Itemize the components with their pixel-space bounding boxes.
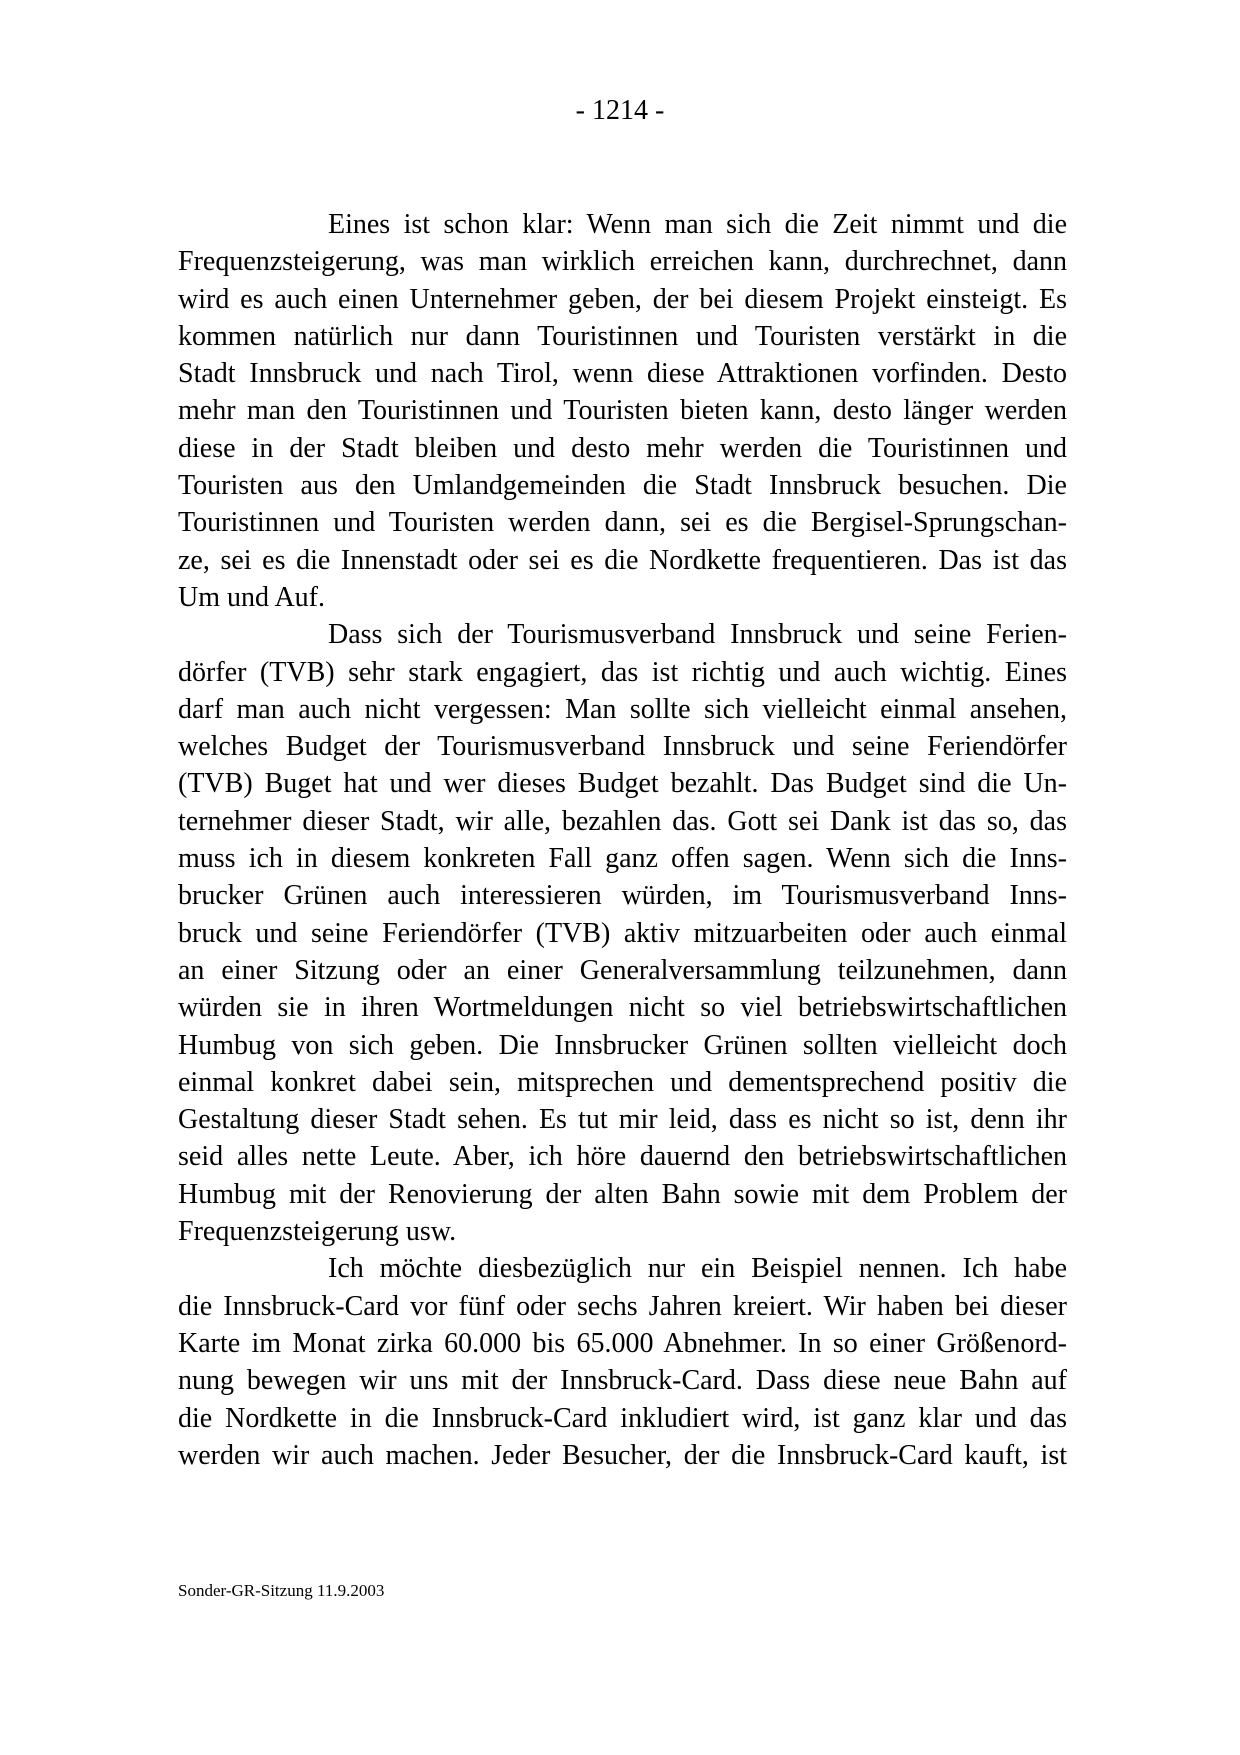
text-line: würden sie in ihren Wortmeldungen nicht so viel betriebswirtschaftlichen [178,992,1067,1024]
text-line: seid alles nette Leute. Aber, ich höre dauernd den betriebswirtschaftlichen [178,1141,1067,1173]
text-line: Frequenzsteigerung, was man wirklich erreichen kann, durchrechnet, dann [178,246,1067,278]
text-line: mehr man den Touristinnen und Touristen bieten kann, desto länger werden [178,395,1067,427]
text-line: Ich möchte diesbezüglich nur ein Beispiel nennen. Ich habe [328,1253,1067,1285]
text-line: Humbug von sich geben. Die Innsbrucker Grünen sollten vielleicht doch [178,1029,1067,1061]
text-line: welches Budget der Tourismusverband Innsbruck und seine Feriendörfer [178,731,1067,763]
text-line: Humbug mit der Renovierung der alten Bahn sowie mit dem Problem der [178,1178,1067,1210]
paragraph [178,616,1067,1250]
text-line: diese in der Stadt bleiben und desto mehr werden die Touristinnen und [178,432,1067,464]
footer-session-label: Sonder-GR-Sitzung 11.9.2003 [178,1581,385,1600]
text-line: bruck und seine Feriendörfer (TVB) aktiv mitzuarbeiten oder auch einmal [178,917,1067,949]
text-line: nung bewegen wir uns mit der Innsbruck-Card. Dass diese neue Bahn auf [178,1365,1067,1397]
text-line: die Innsbruck-Card vor fünf oder sechs Jahren kreiert. Wir haben bei dieser [178,1290,1067,1322]
text-line: dörfer (TVB) sehr stark engagiert, das ist richtig und auch wichtig. Eines [178,656,1067,688]
text-line: muss ich in diesem konkreten Fall ganz offen sagen. Wenn sich die Inns- [178,843,1067,875]
text-line: (TVB) Buget hat und wer dieses Budget bezahlt. Das Budget sind die Un- [178,768,1067,800]
text-line: an einer Sitzung oder an einer Generalversammlung teilzunehmen, dann [178,954,1067,986]
text-line: Dass sich der Tourismusverband Innsbruck und seine Ferien- [328,619,1067,651]
text-line: Eines ist schon klar: Wenn man sich die Zeit nimmt und die [328,209,1067,240]
text-line: Um und Auf. [178,581,325,613]
text-line: Gestaltung dieser Stadt sehen. Es tut mir leid, dass es nicht so ist, denn ihr [178,1104,1067,1136]
text-line: Touristen aus den Umlandgemeinden die Stadt Innsbruck besuchen. Die [178,470,1067,502]
text-line: Karte im Monat zirka 60.000 bis 65.000 Abnehmer. In so einer Größenord- [178,1327,1067,1359]
text-line: Touristinnen und Touristen werden dann, sei es die Bergisel-Sprungschan- [178,507,1067,539]
paragraph [178,1250,1067,1474]
text-line: kommen natürlich nur dann Touristinnen und Touristen verstärkt in die [178,320,1067,352]
text-line: darf man auch nicht vergessen: Man sollte sich vielleicht einmal ansehen, [178,693,1067,725]
text-line: wird es auch einen Unternehmer geben, der bei diesem Projekt einsteigt. Es [178,283,1067,315]
text-line: ternehmer dieser Stadt, wir alle, bezahlen das. Gott sei Dank ist das so, das [178,805,1067,837]
text-line: einmal konkret dabei sein, mitsprechen und dementsprechend positiv die [178,1066,1067,1098]
body-text [178,206,1067,1474]
text-line: werden wir auch machen. Jeder Besucher, der die Innsbruck-Card kauft, ist [178,1439,1067,1471]
text-line: Frequenzsteigerung usw. [178,1216,457,1248]
paragraph [178,206,1067,616]
text-line: brucker Grünen auch interessieren würden, im Tourismusverband Inns- [178,880,1067,912]
text-line: die Nordkette in die Innsbruck-Card inkludiert wird, ist ganz klar und das [178,1402,1067,1434]
text-line: ze, sei es die Innenstadt oder sei es die Nordkette frequentieren. Das ist das [178,544,1067,576]
page-number: - 1214 - [575,95,665,126]
text-line: Stadt Innsbruck und nach Tirol, wenn diese Attraktionen vorfinden. Desto [178,358,1067,390]
